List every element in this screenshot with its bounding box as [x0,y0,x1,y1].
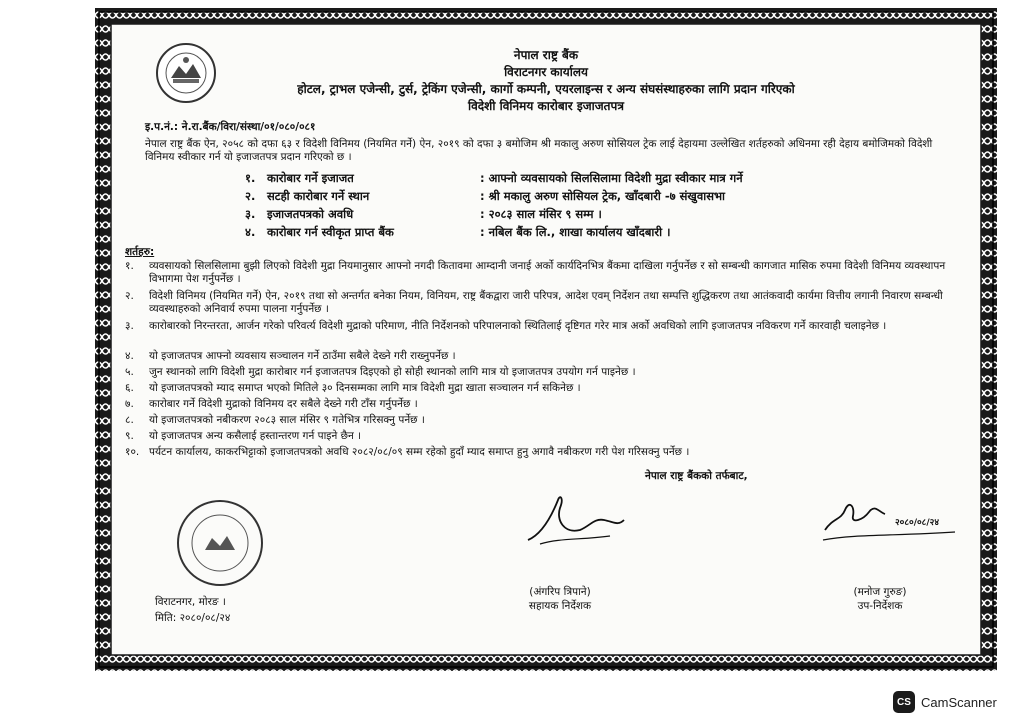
document-title: विदेशी विनिमय कारोबार इजाजतपत्र [468,99,624,113]
condition-text: विदेशी विनिमय (नियमित गर्ने) ऐन, २०१९ तथा सो अन्तर्गत बनेका नियम, विनियम, राष्ट्र बैंकद्वारा जारी परिपत्र, आदेश एवम् निर्देशन तथा सम्पत्ति शुद्धिकरण तथा आतंकवादी कार्यमा वित्तीय लगानी निवारण सम्बन्धी व्यवस्थाहरुको अनिवार्य रुपमा पालना गर्नुपर्नेछ । [149,290,943,315]
detail-number: ३. [245,207,256,221]
on-behalf-line: नेपाल राष्ट्र बैंकको तर्फबाट, [645,470,748,482]
detail-label: कारोबार गर्न स्वीकृत प्राप्त बैंक [267,225,394,239]
detail-number: १. [245,171,256,185]
left-signatory-title: सहायक निर्देशक [528,600,592,612]
detail-number: २. [245,189,256,203]
issuing-organization: नेपाल राष्ट्र बैंक [513,48,579,62]
detail-number: ४. [245,225,256,239]
condition-text: जुन स्थानको लागि विदेशी मुद्रा कारोबार गर्न इजाजतपत्र दिइएको हो सोही स्थानको लागि मात्र यो इजाजतपत्र उपयोग गर्न पाइनेछ । [149,366,636,378]
detail-label: इजाजतपत्रको अवधि [267,207,354,221]
detail-value: : नबिल बैंक लि., शाखा कार्यालय खाँदबारी । [480,225,671,239]
condition-number: ७. [125,398,134,410]
detail-value: : श्री मकालु अरुण सोसियल ट्रेक, खाँदबारी -७ संखुवासभा [480,189,726,203]
detail-row [245,189,965,204]
detail-value: : २०८३ साल मंसिर ९ सम्म । [480,207,602,221]
condition-text: कारोबारको निरन्तरता, आर्जन गरेको परिवर्त्य विदेशी मुद्राको परिमाण, नीति निर्देशनको परिपालनाको स्थितिलाई दृष्टिगत गरेर मात्र अर्को अवधिको लागि इजाजतपत्र नविकरण गर्ने कारवाही चलाइनेछ । [149,320,887,332]
condition-number: १. [125,260,134,272]
camscanner-watermark [893,690,997,714]
right-signatory-title: उप-निर्देशक [857,600,903,612]
condition-text: व्यवसायको सिलसिलामा बुझी लिएको विदेशी मुद्रा नियमानुसार आफ्नो नगदी कितावमा आम्दानी जनाई अर्को कार्यदिनभित्र बैंकमा दाखिला गर्नुपर्नेछ र सो सम्बन्धी कागजात मासिक रुपमा विदेशी विनिमय व्यवस्थापन विभागमा पेश गर्नुपर्नेछ । [149,260,946,285]
condition-number: २. [125,290,134,302]
condition-number: ९. [125,430,134,442]
preamble: नेपाल राष्ट्र बैंक ऐन, २०५८ को दफा ६३ र विदेशी विनिमय (नियमित गर्ने) ऐन, २०१९ को दफा ३ बमोजिम श्री मकालु अरुण सोसियल ट्रेक लाई देहायमा उल्लेखित शर्तहरुको अधिनमा रही देहाय बमोजिमको विदेशी विनिमय स्वीकार गर्न यो इजाजतपत्र प्रदान गरिएको छ । [145,138,933,163]
condition-text: यो इजाजतपत्रको नबीकरण २०८३ साल मंसिर ९ गतेभित्र गरिसक्नु पर्नेछ । [149,414,425,426]
license-subject: होटल, ट्राभल एजेन्सी, टुर्स, ट्रेकिंग एजेन्सी, कार्गो कम्पनी, एयरलाइन्स र अन्य संघसंस्थाहरुका लागि प्रदान गरिएको [297,82,795,96]
left-signature [520,490,630,552]
issue-place: विराटनगर, मोरङ । [155,596,226,608]
condition-number: ३. [125,320,134,332]
detail-label: सटही कारोबार गर्ने स्थान [267,189,370,203]
condition-text: कारोबार गर्ने विदेशी मुद्राको विनिमय दर सबैले देख्ने गरी टाँस गर्नुपर्नेछ । [149,398,418,410]
license-document [95,8,997,671]
detail-value: : आफ्नो व्यवसायको सिलसिलामा विदेशी मुद्रा स्वीकार मात्र गर्ने [480,171,743,185]
camscanner-logo-icon: CS [893,691,915,713]
condition-number: ४. [125,350,134,362]
conditions-heading: शर्तहरु: [125,246,155,258]
detail-row [245,171,965,186]
signature-date: २०८०/०८/२४ [895,518,940,528]
condition-text: यो इजाजतपत्र आफ्नो व्यवसाय सञ्चालन गर्ने ठाउँमा सबैले देख्ने गरी राख्नुपर्नेछ । [149,350,456,362]
right-signature [815,490,965,550]
detail-row [245,225,965,240]
condition-number: १०. [125,446,140,458]
condition-number: ५. [125,366,134,378]
issuing-office: विराटनगर कार्यालय [504,65,588,79]
detail-row [245,207,965,222]
reference-number: इ.प.नं.: ने.रा.बैंक/विरा/संस्था/०१/०८०/०८१ [145,121,316,133]
camscanner-label: CamScanner [921,694,997,710]
left-signatory-name: (अंगरिप त्रिपाने) [529,586,591,598]
bank-seal-stamp [175,498,265,588]
condition-text: यो इजाजतपत्रको म्याद समाप्त भएको मितिले ३० दिनसम्मका लागि मात्र विदेशी मुद्रा खाता सञ्चालन गर्न सकिनेछ । [149,382,581,394]
condition-text: यो इजाजतपत्र अन्य कसैलाई हस्तान्तरण गर्न पाइने छैन । [149,430,362,442]
detail-label: कारोबार गर्ने इजाजत [267,171,354,185]
right-signatory-name: (मनोज गुरुङ) [853,586,907,598]
condition-number: ६. [125,382,134,394]
condition-text: पर्यटन कार्यालय, काकरभिट्टाको इजाजतपत्रको अवधि २०८२/०८/०९ सम्म रहेको हुदाँ म्याद समाप्त हुनु अगावै नबीकरण गरी पेश गरिसक्नु पर्नेछ । [149,446,690,458]
issue-date: मिति: २०८०/०८/२४ [155,612,231,624]
condition-number: ८. [125,414,134,426]
